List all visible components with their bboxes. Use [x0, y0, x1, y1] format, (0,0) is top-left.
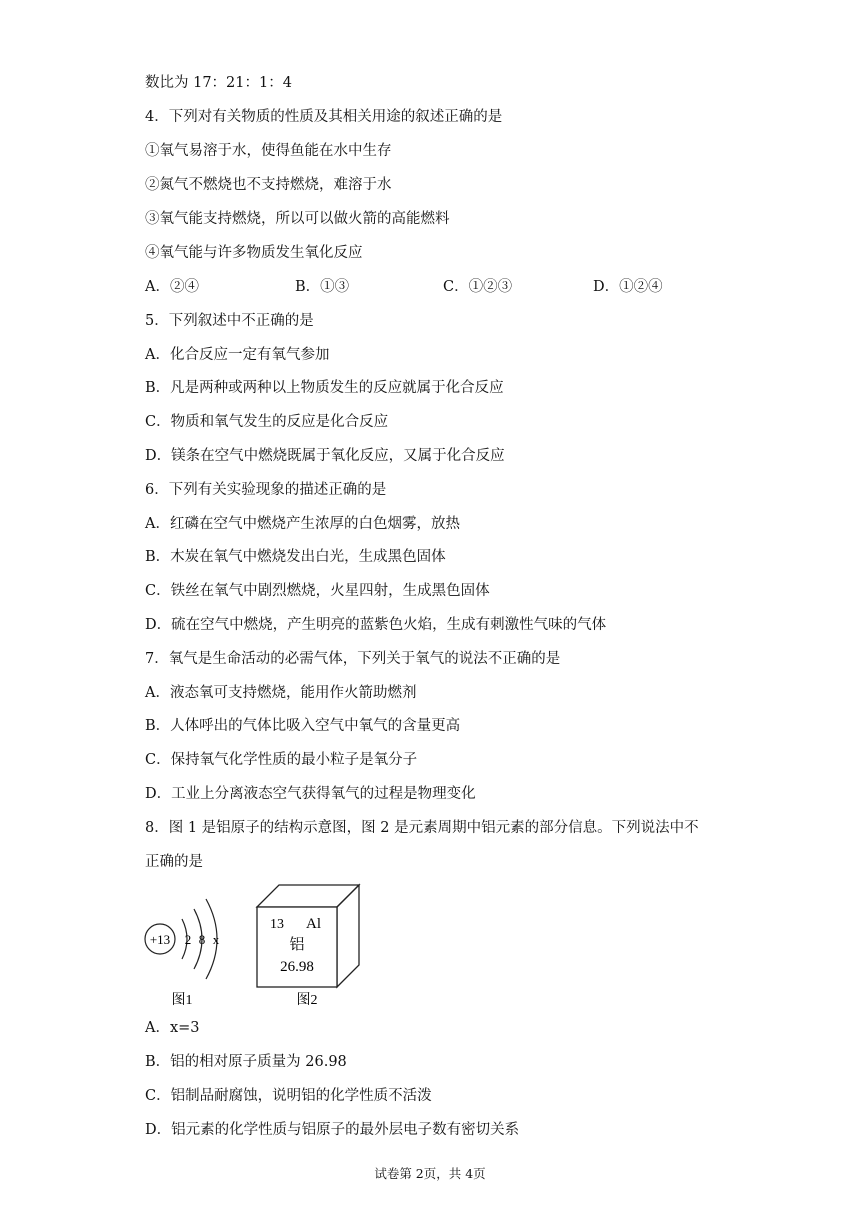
previous-question-tail: 数比为 17：21：1：4 [145, 75, 292, 91]
question-4-option-a: A．②④ [145, 279, 199, 295]
aluminium-atom-diagram [140, 885, 240, 1010]
question-7-option-b: B．人体呼出的气体比吸入空气中氧气的含量更高 [145, 718, 461, 734]
nucleus-charge: +13 [149, 932, 171, 947]
question-5-option-d: D．镁条在空气中燃烧既属于氧化反应，又属于化合反应 [145, 448, 505, 464]
question-4-option-d: D．①②④ [593, 279, 663, 295]
element-name: 铝 [289, 937, 305, 953]
shell-3-electrons: x [212, 932, 220, 947]
shell-2-electrons: 8 [198, 932, 206, 947]
question-6-option-b: B．木炭在氧气中燃烧发出白光，生成黑色固体 [145, 549, 446, 565]
question-4-option-c: C．①②③ [443, 279, 513, 295]
question-8-stem-line-1: 8．图 1 是铝原子的结构示意图，图 2 是元素周期中铝元素的部分信息。下列说法中不 [145, 820, 699, 836]
atomic-mass: 26.98 [280, 959, 314, 975]
question-4-statement-2: ②氮气不燃烧也不支持燃烧，难溶于水 [145, 177, 392, 193]
question-6-option-a: A．红磷在空气中燃烧产生浓厚的白色烟雾，放热 [145, 516, 460, 532]
figure-2-caption: 图2 [296, 993, 318, 1008]
question-7-option-d: D．工业上分离液态空气获得氧气的过程是物理变化 [145, 786, 476, 802]
question-6-stem: 6．下列有关实验现象的描述正确的是 [145, 482, 387, 498]
question-8-option-b: B．铝的相对原子质量为 26.98 [145, 1054, 347, 1070]
question-5-option-a: A．化合反应一定有氧气参加 [145, 347, 330, 363]
page-footer: 试卷第 2页，共 4页 [374, 1166, 486, 1181]
question-8-option-d: D．铝元素的化学性质与铝原子的最外层电子数有密切关系 [145, 1122, 520, 1138]
question-7-stem: 7．氧气是生命活动的必需气体，下列关于氧气的说法不正确的是 [145, 651, 561, 667]
question-5-stem: 5．下列叙述中不正确的是 [145, 313, 314, 329]
question-4-statement-1: ①氧气易溶于水，使得鱼能在水中生存 [145, 143, 392, 159]
atomic-number: 13 [270, 917, 284, 932]
question-4-option-b: B．①③ [295, 279, 350, 295]
question-7-option-c: C．保持氧气化学性质的最小粒子是氧分子 [145, 752, 418, 768]
question-6-option-c: C．铁丝在氧气中剧烈燃烧，火星四射，生成黑色固体 [145, 583, 490, 599]
element-symbol: Al [306, 916, 321, 932]
question-5-option-c: C．物质和氧气发生的反应是化合反应 [145, 414, 389, 430]
question-8-stem-line-2: 正确的是 [145, 854, 203, 870]
aluminium-element-cell [255, 883, 365, 1010]
cube-top-face [257, 885, 359, 907]
figure-1-caption: 图1 [171, 993, 193, 1008]
question-6-option-d: D．硫在空气中燃烧，产生明亮的蓝紫色火焰，生成有刺激性气味的气体 [145, 617, 607, 633]
question-8-option-c: C．铝制品耐腐蚀，说明铝的化学性质不活泼 [145, 1088, 432, 1104]
question-4-statement-3: ③氧气能支持燃烧，所以可以做火箭的高能燃料 [145, 211, 450, 227]
shell-1-electrons: 2 [184, 932, 192, 947]
question-4-stem: 4．下列对有关物质的性质及其相关用途的叙述正确的是 [145, 109, 503, 125]
question-7-option-a: A．液态氧可支持燃烧，能用作火箭助燃剂 [145, 685, 417, 701]
cube-side-face [337, 885, 359, 987]
question-8-option-a: A．x=3 [145, 1020, 200, 1036]
question-4-statement-4: ④氧气能与许多物质发生氧化反应 [145, 245, 363, 261]
question-5-option-b: B．凡是两种或两种以上物质发生的反应就属于化合反应 [145, 380, 504, 396]
